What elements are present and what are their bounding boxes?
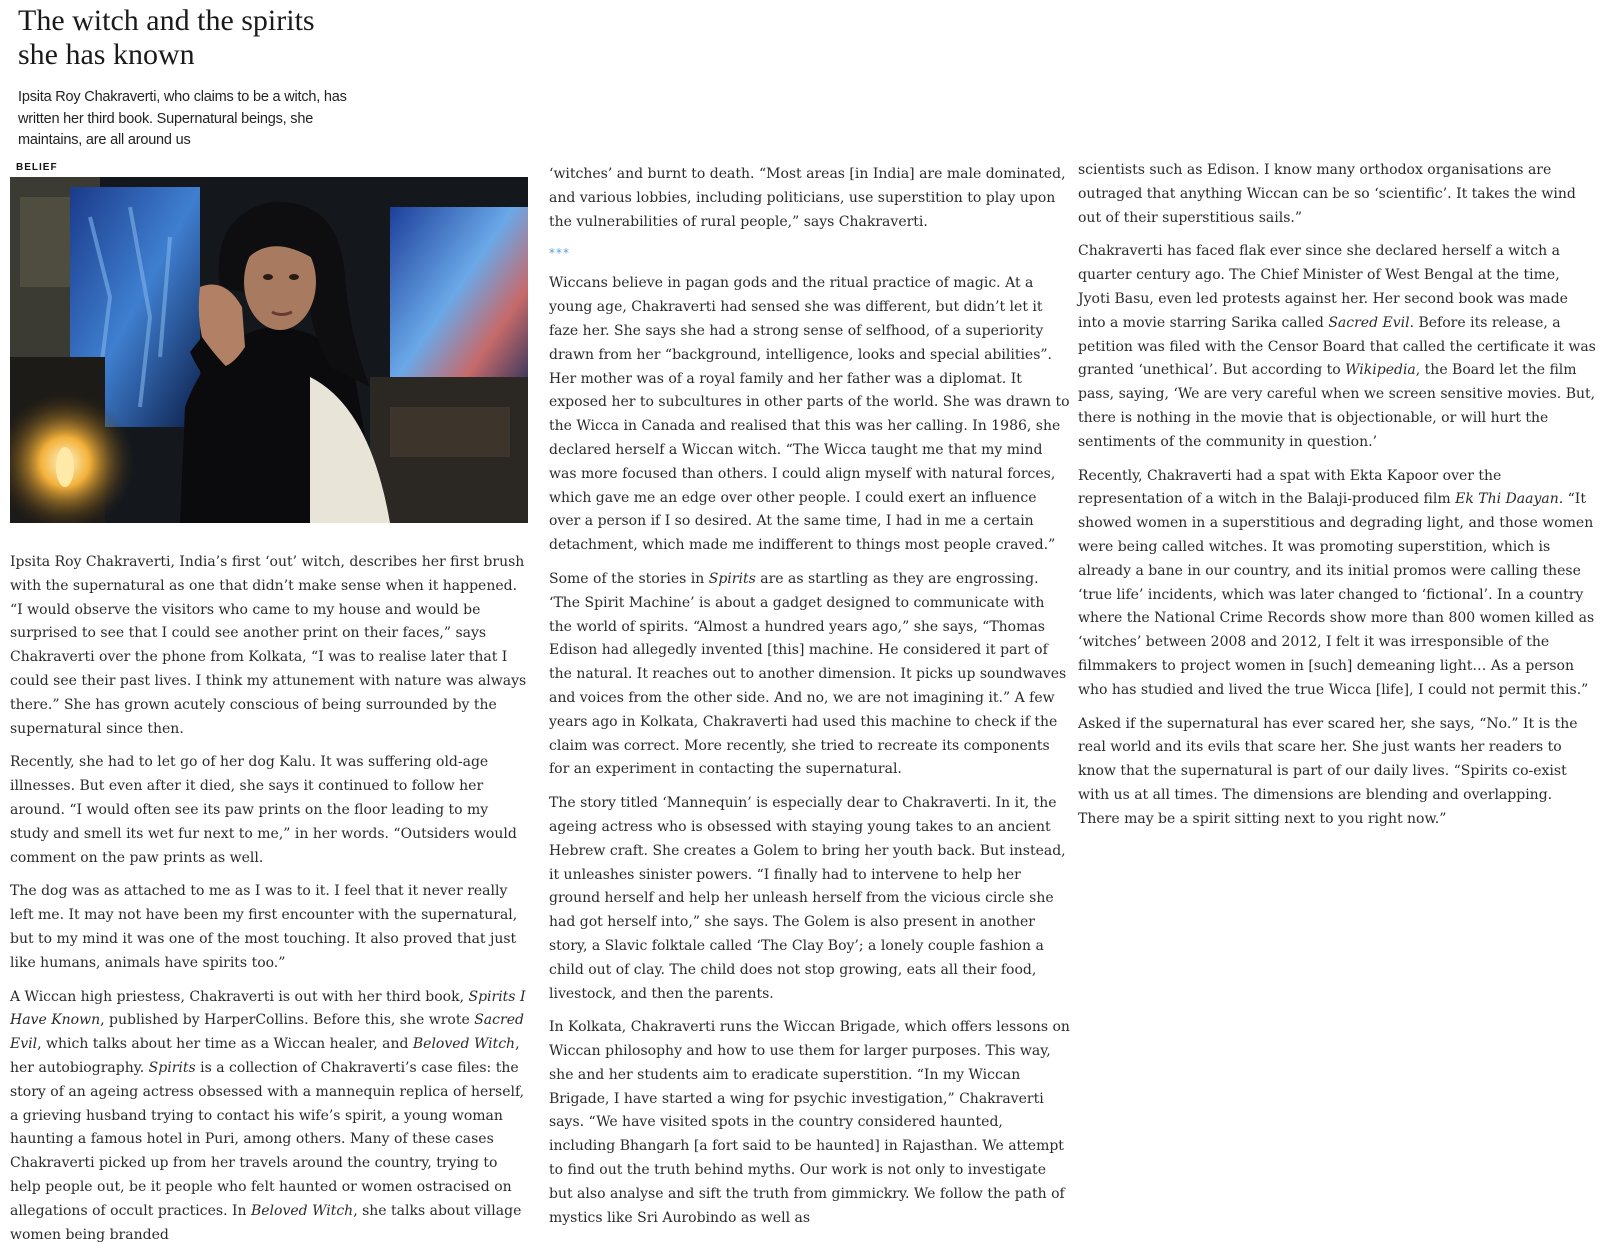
paragraph: Some of the stories in Spirits are as startling as they are engrossing. ‘The Spirit Machine’ is about a gadget designed to communicate with the world of spirits. “Almost a hundred years ago,” she says, “Thomas Edison had allegedly invented [this] machine. He considered it part of the natural. It reaches out to another dimension. It picks up soundwaves and voices from the other side. And no, we are not imagining it.” A few years ago in Kolkata, Chakraverti had used this machine to check if the claim was correct. More recently, she tried to recreate its components for an experiment in contacting the supernatural. <box>549 570 1067 778</box>
paragraph: Chakraverti has faced flak ever since she declared herself a witch a quarter century ago. The Chief Minister of West Bengal at the time, Jyoti Basu, even led protests against her. Her second book was made into a movie starring Sarika called Sacred Evil. Before its release, a petition was filed with the Censor Board that called the certificate it was granted ‘unethical’. But according to Wikipedia, the Board let the film pass, saying, ‘We are very careful when we screen sensitive movies. But, there is nothing in the movie that is objectionable, or will hurt the sentiments of the community in question.’ <box>1078 243 1596 450</box>
paragraph: The dog was as attached to me as I was to it. I feel that it never really left me. It may not have been my first encounter with the supernatural, but to my mind it was one of the most touching. It also proved that just like humans, animals have spirits too.” <box>10 883 518 971</box>
portrait-illustration <box>10 177 528 523</box>
paragraph: Asked if the supernatural has ever scared her, she says, “No.” It is the real world and its evils that scare her. She just wants her readers to know that the supernatural is part of our daily lives. “Spirits co-exist with us at all times. The dimensions are blending and overlapping. There may be a spirit sitting next to you right now.” <box>1078 715 1578 827</box>
article-standfirst: Ipsita Roy Chakraverti, who claims to be a witch, has written her third book. Supernatural beings, she maintains, are all around us <box>18 89 347 148</box>
article-title: The witch and the spirits she has known <box>18 4 315 71</box>
portrait-photo <box>10 177 528 523</box>
paragraph: A Wiccan high priestess, Chakraverti is out with her third book, Spirits I Have Known, published by HarperCollins. Before this, she wrote Sacred Evil, which talks about her time as a Wiccan healer, and Beloved Witch, her autobiography. Spirits is a collection of Chakraverti’s case files: the story of an ageing actress obsessed with a mannequin replica of herself, a grieving husband trying to contact his wife’s spirit, a young woman haunting a famous hotel in Puri, among others. Many of these cases Chakraverti picked up from her travels around the country, trying to help people out, be it people who felt haunted or women ostracised on allegations of occult practices. In Beloved Witch, she talks about village women being branded <box>10 988 526 1243</box>
paragraph: Recently, she had to let go of her dog Kalu. It was suffering old-age illnesses. But even after it died, she says it continued to follow her around. “I would often see its paw prints on the floor leading to my study and smell its wet fur next to me,” in her words. “Outsiders would comment on the paw prints as well. <box>10 754 517 866</box>
article-column-3 <box>1078 159 1596 842</box>
paragraph: ‘witches’ and burnt to death. “Most areas [in India] are male dominated, and various lobbies, including politicians, use superstition to play upon the vulnerabilities of rural people,” says Chakraverti. <box>549 166 1066 230</box>
paragraph: Recently, Chakraverti had a spat with Ekta Kapoor over the representation of a witch in the Balaji-produced film Ek Thi Daayan. “It showed women in a superstitious and degrading light, and those women were being called witches. It was promoting superstition, which is already a bane in our country, and its initial promos were calling these ‘true life’ incidents, which was later changed to ‘fictional’. In a country where the National Crime Records show more than 800 women killed as ‘witches’ between 2008 and 2012, I felt it was irresponsible of the filmmakers to project women in [such] demeaning light… As a person who has studied and lived the true Wicca [life], I could not permit this.” <box>1078 467 1595 698</box>
paragraph: The story titled ‘Mannequin’ is especially dear to Chakraverti. In it, the ageing actress who is obsessed with staying young takes to an ancient Hebrew craft. She creates a Golem to bring her youth back. But instead, it unleashes sinister powers. “I finally had to intervene to help her ground herself and help her unleash herself from the vicious circle she had got herself into,” she says. The Golem is also present in another story, a Slavic folktale called ‘The Clay Boy’; a lonely couple fashion a child out of clay. The child does not stop growing, eats all their food, livestock, and then the parents. <box>549 795 1066 1002</box>
article-column-2 <box>549 163 1071 1240</box>
article-column-1 <box>10 551 530 1257</box>
paragraph: Ipsita Roy Chakraverti, India’s first ‘out’ witch, describes her first brush with the supernatural as one that didn’t make sense when it happened. “I would observe the visitors who came to my house and would be surprised to see that I could see another print on their faces,” says Chakraverti over the phone from Kolkata, “I was to realise later that I could see their past lives. I think my attunement with nature was always there.” She has grown acutely conscious of being surrounded by the supernatural since then. <box>10 554 527 737</box>
paragraph: Wiccans believe in pagan gods and the ritual practice of magic. At a young age, Chakraverti had sensed she was different, but didn’t let it faze her. She says she had a strong sense of selfhood, of a superiority drawn from her “background, intelligence, looks and special abilities”. Her mother was of a royal family and her father was a diplomat. It exposed her to subcultures in other parts of the world. She was drawn to the Wicca in Canada and realised that this was her calling. In 1986, she declared herself a Wiccan witch. “The Wicca taught me that my mind was more focused than others. I could align myself with natural forces, which gave me an edge over other people. I could exert an influence over a person if I so desired. At the same time, I had in me a certain detachment, which made me indifferent to things most people craved.” <box>549 275 1070 554</box>
paragraph: In Kolkata, Chakraverti runs the Wiccan Brigade, which offers lessons on Wiccan philosophy and how to use them for larger purposes. This way, she and her students aim to eradicate superstition. “In my Wiccan Brigade, I have started a wing for psychic investigation,” Chakraverti says. “We have visited spots in the country considered haunted, including Bhangarh [a fort said to be haunted] in Rajasthan. We attempt to find out the truth behind myths. Our work is not only to investigate but also analyse and sift the truth from gimmickry. We follow the path of mystics like Sri Aurobindo as well as <box>549 1019 1070 1226</box>
section-break: *** <box>549 246 570 261</box>
section-label: BELIEF <box>16 162 58 173</box>
paragraph: scientists such as Edison. I know many orthodox organisations are outraged that anything Wiccan can be so ‘scientific’. It takes the wind out of their superstitious sails.” <box>1078 162 1576 226</box>
